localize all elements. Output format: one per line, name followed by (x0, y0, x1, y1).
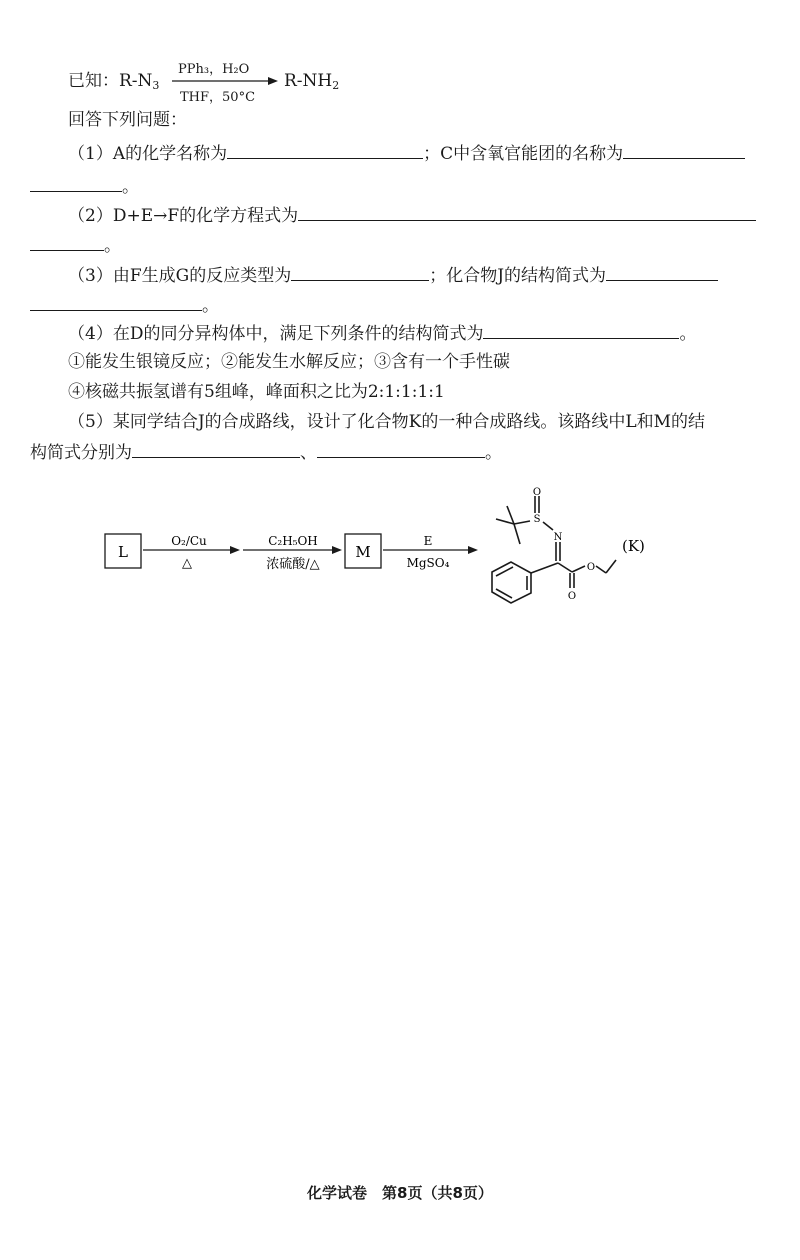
known-product-text: R-NH (284, 71, 333, 91)
compound-k-structure (492, 496, 616, 603)
compound-k-label: (K) (622, 537, 645, 555)
box-m-label: M (355, 543, 371, 561)
atom-o-ester: O (586, 562, 596, 573)
q5-answer-blank-l[interactable] (132, 441, 300, 458)
atom-o-sulfinyl: O (532, 487, 542, 498)
question-2-cont (30, 234, 121, 257)
question-4 (68, 322, 696, 345)
known-reagent-bottom: THF，50°C (180, 90, 256, 105)
question-1 (68, 142, 745, 165)
arrow-1-head (230, 546, 240, 554)
q3-text-b: ；化合物J的结构简式为 (429, 266, 607, 286)
arrow-1-bottom-label: △ (182, 556, 192, 571)
q3-answer-blank-a[interactable] (291, 264, 429, 281)
q1-answer-blank-b[interactable] (623, 142, 745, 159)
question-5: （5）某同学结合J的合成路线，设计了化合物K的一种合成路线。该路线中L和M的结 (68, 412, 706, 432)
known-label: 已知： (68, 71, 119, 91)
q4-answer-blank[interactable] (483, 322, 679, 339)
known-product (284, 70, 339, 97)
q4-condition-2: ④核磁共振氢谱有5组峰，峰面积之比为2:1:1:1:1 (68, 382, 445, 402)
q3-answer-blank-b-cont[interactable] (30, 294, 202, 311)
atom-s: S (533, 514, 541, 525)
intro-text: 回答下列问题： (68, 110, 187, 130)
q2-answer-blank[interactable] (298, 204, 756, 221)
q1-end: 。 (122, 177, 139, 197)
question-3 (68, 264, 718, 287)
arrow-3-bottom-label: MgSO₄ (406, 556, 450, 570)
arrow-2-bottom-label: 浓硫酸/△ (266, 557, 320, 572)
q1-answer-blank-a[interactable] (227, 142, 423, 159)
q4-text-a: （4）在D的同分异构体中，满足下列条件的结构简式为 (68, 324, 484, 344)
arrow-1-top-label: O₂/Cu (171, 534, 207, 548)
arrow-3-top-label: E (423, 534, 433, 548)
box-l-label: L (118, 543, 128, 561)
known-reaction (68, 70, 159, 97)
q3-end: 。 (202, 296, 219, 316)
question-1-cont (30, 175, 139, 198)
question-5-cont (30, 441, 502, 464)
arrow-2-head (332, 546, 342, 554)
q3-text-a: （3）由F生成G的反应类型为 (68, 266, 292, 286)
q2-end: 。 (104, 236, 121, 256)
q5-separator: 、 (300, 443, 317, 463)
known-reactant: R-N (119, 71, 153, 91)
q5-end: 。 (485, 443, 502, 463)
question-2 (68, 204, 756, 227)
q3-answer-blank-b[interactable] (606, 264, 718, 281)
known-product-subscript: 2 (332, 79, 340, 92)
known-reactant-subscript: 3 (152, 79, 160, 92)
question-3-cont (30, 294, 219, 317)
q2-text-a: （2）D+E→F的化学方程式为 (68, 206, 299, 226)
q1-answer-blank-b-cont[interactable] (30, 175, 122, 192)
q5-answer-blank-m[interactable] (317, 441, 485, 458)
atom-o-carbonyl: O (567, 591, 577, 602)
arrow-3-head (468, 546, 478, 554)
q2-answer-blank-cont[interactable] (30, 234, 104, 251)
q1-text-a: （1）A的化学名称为 (68, 144, 228, 164)
known-reaction-arrow (170, 76, 280, 86)
arrow-2-top-label: C₂H₅OH (268, 534, 318, 548)
q4-condition-1: ①能发生银镜反应；②能发生水解反应；③含有一个手性碳 (68, 352, 510, 372)
q5-text-a: 构简式分别为 (30, 443, 132, 463)
q1-text-b: ；C中含氧官能团的名称为 (423, 144, 624, 164)
known-reagent-top: PPh₃，H₂O (178, 62, 250, 77)
page-footer: 化学试卷 第8页（共8页） (307, 1184, 493, 1202)
q4-end: 。 (679, 324, 697, 344)
atom-n: N (553, 532, 563, 543)
synthesis-scheme (0, 470, 800, 620)
